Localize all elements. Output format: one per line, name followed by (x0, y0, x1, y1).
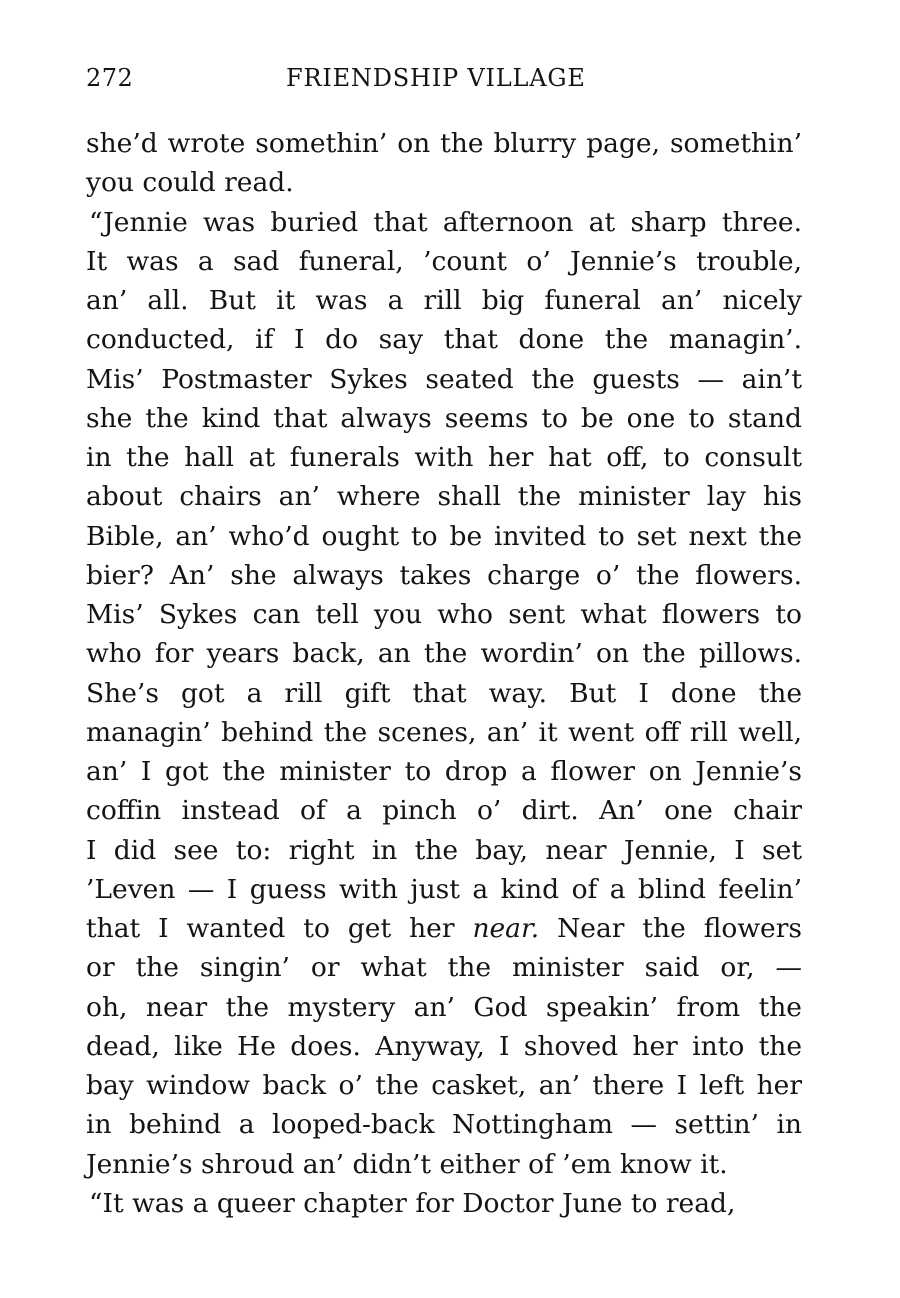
page-number: 272 (86, 64, 134, 92)
text-line: coffin instead of a pinch o’ dirt. An’ one chair (86, 795, 802, 827)
text-line: Mis’ Postmaster Sykes seated the guests — ain’t (86, 363, 802, 395)
text-line: It was a sad funeral, ’count o’ Jennie’s trouble, (86, 245, 802, 277)
text-line: bier? An’ she always takes charge o’ the flowers. (86, 559, 802, 591)
text-segment: Near the flowers (539, 913, 802, 944)
text-line: conducted, if I do say that done the managin’. (86, 324, 802, 356)
text-line: about chairs an’ where shall the minister lay his (86, 481, 802, 513)
running-title: FRIENDSHIP VILLAGE (286, 64, 586, 92)
text-line: an’ I got the minister to drop a flower on Jennie’s (86, 756, 802, 787)
text-line: you could read. (86, 167, 294, 199)
paragraph-start-line: “Jennie was buried that afternoon at sharp three. (89, 206, 802, 238)
emphasized-word: near. (472, 913, 540, 944)
text-line: she’d wrote somethin’ on the blurry page, somethin’ (86, 128, 802, 159)
text-line: I did see to: right in the bay, near Jennie, I set (86, 834, 802, 866)
text-line: dead, like He does. Anyway, I shoved her into the (86, 1030, 802, 1062)
text-line: in behind a looped-back Nottingham — settin’ in (86, 1109, 802, 1141)
text-line-with-emphasis (86, 909, 802, 948)
page-header (86, 64, 802, 100)
text-line: oh, near the mystery an’ God speakin’ from the (86, 991, 802, 1023)
text-line: in the hall at funerals with her hat off, to consult (86, 442, 802, 473)
text-line: She’s got a rill gift that way. But I done the (86, 677, 802, 709)
text-line: an’ all. But it was a rill big funeral an’ nicely (86, 285, 802, 316)
text-line: who for years back, an the wordin’ on the pillows. (86, 638, 802, 670)
text-line: she the kind that always seems to be one to stand (86, 402, 802, 434)
text-line: Mis’ Sykes can tell you who sent what flowers to (86, 599, 802, 630)
text-line: or the singin’ or what the minister said or, — (86, 952, 802, 984)
text-line: managin’ behind the scenes, an’ it went off rill well, (86, 716, 802, 748)
text-segment: that I wanted to get her (86, 913, 473, 944)
text-line: ’Leven — I guess with just a kind of a blind feelin’ (86, 873, 802, 905)
body-text (86, 124, 802, 1223)
text-line: Jennie’s shroud an’ didn’t either of ’em know it. (86, 1148, 728, 1180)
text-line: bay window back o’ the casket, an’ there I left her (86, 1070, 802, 1101)
paragraph-start-line: “It was a queer chapter for Doctor June to read, (89, 1187, 736, 1219)
text-line: Bible, an’ who’d ought to be invited to set next the (86, 520, 802, 552)
